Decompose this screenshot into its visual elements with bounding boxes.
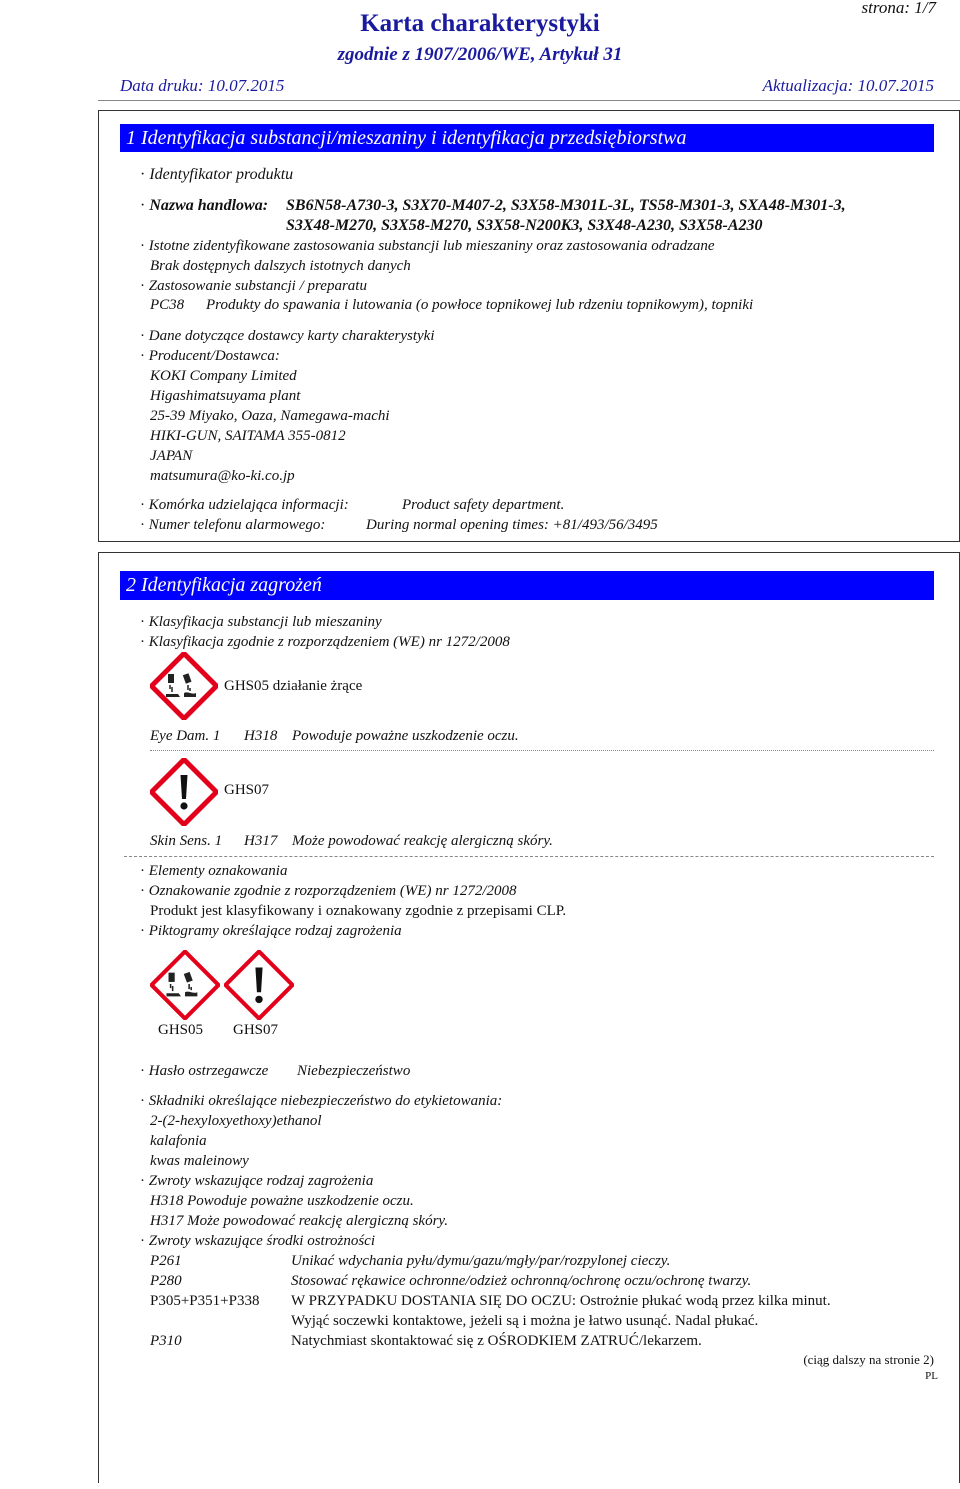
- email-link[interactable]: matsumura@ko-ki.co.jp: [150, 468, 295, 484]
- ghs05-caption: GHS05 działanie żrące: [224, 678, 363, 694]
- document-subtitle: zgodnie z 1907/2006/WE, Artykuł 31: [337, 44, 623, 65]
- precautions-label: · Zwroty wskazujące środki ostrożności: [140, 1233, 375, 1250]
- ghs05-corrosion-icon: [150, 950, 220, 1020]
- pictogram-caption-ghs07: GHS07: [233, 1022, 279, 1038]
- divider: [150, 750, 934, 751]
- pictograms-label: · Piktogramy określające rodzaj zagrożenia: [140, 923, 402, 940]
- address-line: HIKI-GUN, SAITAMA 355-0812: [150, 428, 346, 444]
- precaution-code: P280: [150, 1273, 182, 1289]
- ghs05-corrosion-icon: [150, 652, 218, 720]
- update-date: Aktualizacja: 10.07.2015: [762, 76, 934, 95]
- hazard-statement: H318 Powoduje poważne uszkodzenie oczu.: [150, 1193, 414, 1209]
- label-note: Produkt jest klasyfikowany i oznakowany zgodnie z przepisami CLP.: [150, 903, 567, 919]
- precaution-text-continued: Wyjąć soczewki kontaktowe, jeżeli są i można je łatwo usunąć. Nadal płukać.: [291, 1313, 759, 1329]
- signal-word-label: · Hasło ostrzegawcze: [140, 1063, 268, 1080]
- pictogram-caption-ghs05: GHS05: [158, 1022, 204, 1038]
- component-item: 2-(2-hexyloxyethoxy)ethanol: [150, 1113, 322, 1129]
- address-line: 25-39 Miyako, Oaza, Namegawa-machi: [150, 408, 390, 424]
- section-2-title: 2 Identyfikacja zagrożeń: [120, 571, 934, 600]
- print-date: Data druku: 10.07.2015: [120, 76, 285, 95]
- supplier-label: · Dane dotyczące dostawcy karty charakterystyki: [140, 328, 434, 345]
- application-code: PC38: [150, 297, 185, 313]
- component-item: kalafonia: [150, 1133, 207, 1149]
- header-divider: [98, 100, 960, 101]
- info-label: · Komórka udzielająca informacji:: [140, 497, 349, 514]
- label-elements-label: · Elementy oznakowania: [140, 863, 287, 880]
- classification-label: · Klasyfikacja substancji lub mieszaniny: [140, 614, 382, 631]
- eye-code: H318: [244, 728, 278, 744]
- uses-value: Brak dostępnych dalszych istotnych danych: [150, 258, 411, 274]
- precaution-code: P261: [150, 1253, 182, 1269]
- address-line: Higashimatsuyama plant: [150, 388, 301, 404]
- precaution-text: Natychmiast skontaktować się z OŚRODKIEM ZATRUĆ/lekarzem.: [291, 1333, 702, 1349]
- label-regulation-label: · Oznakowanie zgodnie z rozporządzeniem (WE) nr 1272/2008: [140, 883, 517, 900]
- divider: [124, 856, 934, 857]
- uses-label: · Istotne zidentyfikowane zastosowania substancji lub mieszaniny oraz zastosowania odradzane: [140, 238, 715, 255]
- document-title: Karta charakterystyki: [360, 10, 600, 37]
- emergency-label: · Numer telefonu alarmowego:: [140, 517, 325, 534]
- eye-class: Eye Dam. 1: [150, 728, 221, 744]
- hazard-statement: H317 Może powodować reakcję alergiczną skóry.: [150, 1213, 449, 1229]
- precaution-text: W PRZYPADKU DOSTANIA SIĘ DO OCZU: Ostrożnie płukać wodą przez kilka minut.: [291, 1293, 831, 1309]
- ghs07-exclamation-icon: [150, 758, 218, 826]
- hazard-statements-label: · Zwroty wskazujące rodzaj zagrożenia: [140, 1173, 373, 1190]
- ghs07-exclamation-icon: [224, 950, 294, 1020]
- section-1-title: 1 Identyfikacja substancji/mieszaniny i identyfikacja przedsiębiorstwa: [120, 124, 934, 152]
- regulation-label: · Klasyfikacja zgodnie z rozporządzeniem (WE) nr 1272/2008: [140, 634, 510, 651]
- ghs07-caption: GHS07: [224, 782, 270, 798]
- precaution-code: P305+P351+P338: [150, 1293, 260, 1309]
- skin-code: H317: [244, 833, 278, 849]
- product-identifier-label: · Identyfikator produktu: [140, 166, 293, 184]
- manufacturer-label: · Producent/Dostawca:: [140, 348, 280, 365]
- trade-name-line-1: SB6N58-A730-3, S3X70-M407-2, S3X58-M301L-3L, TS58-M301-3, SXA48-M301-3,: [286, 197, 846, 214]
- address-line: KOKI Company Limited: [150, 368, 297, 384]
- language-code: PL: [925, 1370, 938, 1382]
- skin-class: Skin Sens. 1: [150, 833, 223, 849]
- continued-note: (ciąg dalszy na stronie 2): [803, 1352, 934, 1367]
- address-line: JAPAN: [150, 448, 193, 464]
- page-number: strona: 1/7: [861, 0, 936, 17]
- trade-name-label: · Nazwa handlowa:: [140, 197, 268, 215]
- precaution-code: P310: [150, 1333, 182, 1349]
- signal-word-value: Niebezpieczeństwo: [297, 1063, 411, 1079]
- precaution-text: Unikać wdychania pyłu/dymu/gazu/mgły/par/rozpylonej cieczy.: [291, 1253, 671, 1269]
- emergency-value: During normal opening times: +81/493/56/3495: [366, 517, 658, 533]
- info-value: Product safety department.: [402, 497, 565, 513]
- trade-name-line-2: S3X48-M270, S3X58-M270, S3X58-N200K3, S3X48-A230, S3X58-A230: [286, 217, 763, 234]
- application-value: Produkty do spawania i lutowania (o powłoce topnikowej lub rdzeniu topnikowym), topniki: [206, 297, 754, 313]
- eye-text: Powoduje poważne uszkodzenie oczu.: [292, 728, 519, 744]
- skin-text: Może powodować reakcję alergiczną skóry.: [292, 833, 553, 849]
- components-label: · Składniki określające niebezpieczeństwo do etykietowania:: [140, 1093, 502, 1110]
- precaution-text: Stosować rękawice ochronne/odzież ochronną/ochronę oczu/ochronę twarzy.: [291, 1273, 752, 1289]
- application-label: · Zastosowanie substancji / preparatu: [140, 278, 367, 295]
- component-item: kwas maleinowy: [150, 1153, 249, 1169]
